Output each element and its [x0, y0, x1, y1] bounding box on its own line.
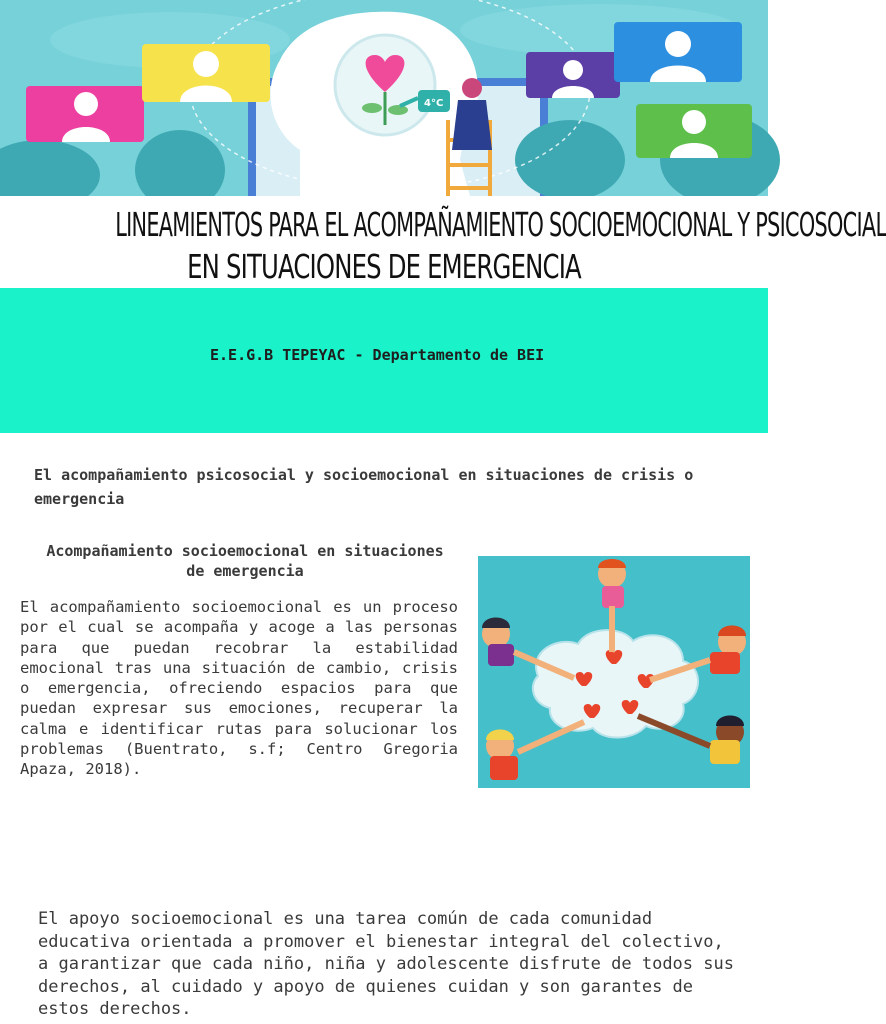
paragraph-1: El acompañamiento socioemocional es un proceso por el cual se acompaña y acoge a las personas para que puedan recobrar la estabilidad emocional tras una situación de cambio, crisis o emergencia, ofreciendo espacios para que puedan expresar sus emociones, recuperar la calma e identificar rutas para solucionar los problemas (Buentrato, s.f; Centro Gregoria Apaza, 2018).	[20, 598, 458, 779]
title-line-2: EN SITUACIONES DE EMERGENCIA	[187, 247, 581, 286]
subtitle-band	[0, 288, 768, 433]
sub-heading: Acompañamiento socioemocional en situaciones de emergencia	[46, 542, 444, 580]
avatar-bubble-green	[636, 104, 752, 158]
avatar-bubble-purple	[526, 52, 620, 98]
title-line-1: LINEAMIENTOS PARA EL ACOMPAÑAMIENTO SOCIOEMOCIONAL Y PSICOSOCIAL	[115, 205, 886, 244]
avatar-bubble-yellow	[142, 44, 270, 102]
temp-label: 4°C	[424, 98, 444, 109]
kids-hearts-illustration	[478, 556, 750, 788]
head-garden-illustration	[0, 0, 768, 196]
document-title	[0, 196, 886, 288]
subtitle: E.E.G.B TEPEYAC - Departamento de BEI	[210, 346, 545, 364]
hero-illustration	[0, 0, 768, 196]
hands-reaching-hearts-image	[478, 556, 750, 788]
avatar-bubble-pink	[26, 86, 144, 142]
section-heading: El acompañamiento psicosocial y socioemocional en situaciones de crisis o emergencia	[34, 466, 694, 508]
avatar-bubble-blue	[614, 22, 742, 82]
paragraph-2: El apoyo socioemocional es una tarea común de cada comunidad educativa orientada a promover el bienestar integral del colectivo, a garantizar que cada niño, niña y adolescente disfrute de todos sus derechos, al cuidado y apoyo de quienes cuidan y son garantes de estos derechos.	[38, 909, 734, 1019]
